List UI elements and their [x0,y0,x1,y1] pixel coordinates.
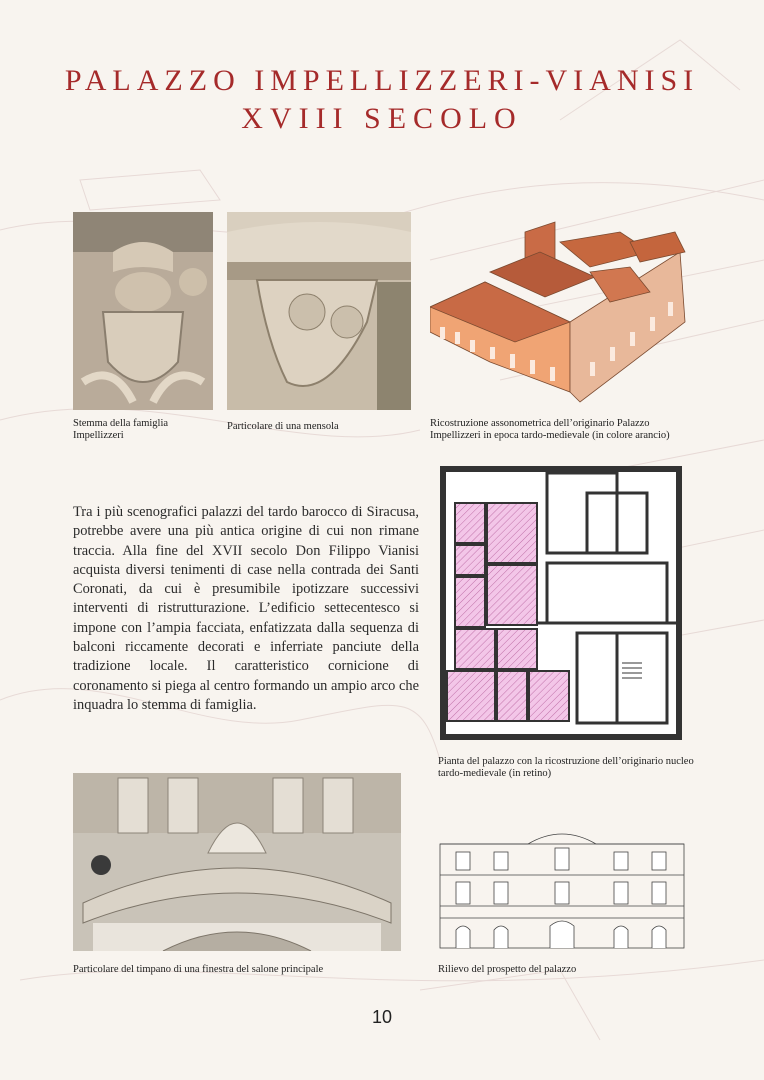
page-title: PALAZZO IMPELLIZZERI-VIANISI [64,64,700,97]
assonometria-caption: Ricostruzione assonometrica dell’originario Palazzo Impellizzeri in epoca tardo-medievale (in colore arancio) [430,418,670,441]
body-paragraph: Tra i più scenografici palazzi del tardo barocco di Siracusa, potrebbe avere una più antica origine di cui non rimane traccia. Alla fine del XVII secolo Don Filippo Vianisi acquista diversi tenimenti di case nella contrada dei Santi Coronati, da cui è presumibile ipotizzare successivi interventi di ristrutturazione. L’edificio settecentesco si impone con l’ampia facciata, enfatizzata dalla sequenza di balconi riccamente decorati e inferriate panciute della tradizione locale. Il caratteristico cornicione di coronamento si piega al centro formando un ampio arco che inquadra lo stemma di famiglia. [73,504,419,713]
stemma-photo [73,212,213,410]
pianta-image [437,463,685,743]
page-number: 10 [371,1007,393,1027]
rilievo-image [438,830,686,950]
mensola-caption: Particolare di una mensola [227,421,339,432]
timpano-photo [73,773,401,951]
page-subtitle: XVIII SECOLO [241,102,523,135]
pianta-caption: Pianta del palazzo con la ricostruzione dell’originario nucleo tardo-medievale (in retino) [438,756,694,779]
mensola-photo [227,212,411,410]
assonometria-image [430,212,690,410]
stemma-caption: Stemma della famiglia Impellizzeri [73,418,169,441]
timpano-caption: Particolare del timpano di una finestra del salone principale [73,964,324,975]
rilievo-caption: Rilievo del prospetto del palazzo [438,964,577,975]
